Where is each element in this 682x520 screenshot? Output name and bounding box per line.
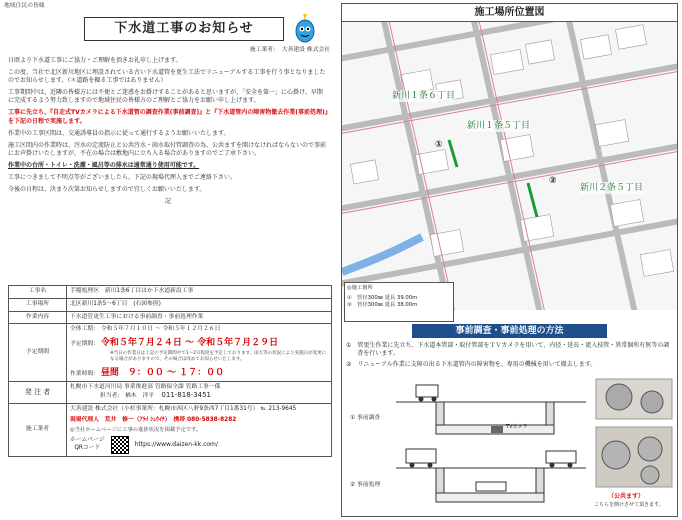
map-label: 新川１条６丁目 bbox=[392, 91, 456, 101]
row-value: 下水道管更生工事における事前調査・事前処理作業 bbox=[67, 311, 332, 324]
builder-company: 大善建設 株式会社（小杉事業所：札幌市西区八軒9条西7丁目1番31号） bbox=[70, 406, 259, 413]
schedule-label: 予定期間 bbox=[9, 324, 67, 381]
diagram-label: ① 事前調査 bbox=[350, 415, 381, 421]
method-num: ① bbox=[346, 342, 352, 349]
paragraph: 工事期間中は、近隣の皆様方には不便とご迷惑をお掛けすることがあると思いますが、「安全を第一」に心掛け、早期に完成するよう努力致しますので地域住民の皆様方のご理解とご協力をお願い申し上げます。 bbox=[8, 89, 323, 105]
paragraph: 施工区間内の作業時は、汚水の定流防止と公共汚水・雨水取付管調査の為、公共ますを開けなければならないので事前にお声掛けいたしますが、不在の場合は敷地内に立ち入る場合がありますのでご了承下さい。 bbox=[8, 141, 327, 157]
location-map bbox=[342, 22, 677, 310]
orderer: 札幌市下水道河川局 事業推進部 管路保全課 管路工事一係 bbox=[70, 383, 221, 390]
row-label: 工事場所 bbox=[9, 298, 67, 311]
paragraph: 今後の日程は、決まり次第お知らせしますので宜しくお願いいたします。 bbox=[8, 186, 206, 194]
method-item bbox=[346, 342, 674, 358]
method-desc: 管更生作業に先立ち、下水道本管部・取付管部をＴＶカメラを用いて、内径・延長・流入枝管・異常個所有無等の調査を行います。 bbox=[357, 342, 670, 358]
addressee: 地域住民の皆様 bbox=[4, 3, 45, 9]
table-row bbox=[9, 324, 332, 381]
row-label: 工事名 bbox=[9, 286, 67, 299]
row-value: 北区新川1条5～6丁目 (右図参照) bbox=[67, 298, 332, 311]
method-title: 事前調査・事前処理の方法 bbox=[412, 324, 607, 338]
ki-label: 記 bbox=[164, 198, 171, 206]
table-row bbox=[9, 311, 332, 324]
planned-label: 予定期間： bbox=[70, 341, 99, 348]
builder-tel: ℡ 213-9645 bbox=[260, 406, 297, 413]
homepage-link[interactable]: https://www.daizen-kk.com/ bbox=[134, 441, 218, 448]
paragraph: 作業中の工事区間は、交通誘導員の指示に従って通行するようお願いいたします。 bbox=[8, 129, 230, 137]
qr-code[interactable] bbox=[111, 436, 129, 454]
table-row bbox=[9, 286, 332, 299]
mascot-icon bbox=[291, 11, 319, 47]
public-box-label: （公共ます） bbox=[608, 493, 645, 500]
red-paragraph: 工事に先立ち、『自走式TVカメラによる下水道管の調査作業(事前調査)』と『下水道管内の障害物撤去作業(事前処理)』を下記の日程で実施します。 bbox=[8, 109, 328, 125]
marker-1: ① bbox=[435, 140, 443, 150]
builder-cell bbox=[67, 404, 332, 457]
public-box-note: こちらを開けさせて頂きます。 bbox=[594, 502, 664, 508]
method-text bbox=[346, 342, 674, 372]
builder-label: 施工業者 bbox=[9, 404, 67, 457]
full-period: 令和５年７月１０日 ～ 令和５年１２月２６日 bbox=[100, 326, 221, 333]
table-row bbox=[9, 381, 332, 404]
schedule-cell bbox=[67, 324, 332, 381]
method-diagram bbox=[346, 377, 674, 515]
qr-label: QRコード bbox=[74, 445, 101, 452]
map-panel bbox=[341, 3, 678, 517]
full-period-label: 全体工期： bbox=[70, 326, 99, 333]
orderer-tel: 011-818-3451 bbox=[161, 391, 212, 400]
planned-period: 令和５年７月２４日 ～ 令和５年７月２９日 bbox=[100, 338, 279, 349]
row-label: 作業内容 bbox=[9, 311, 67, 324]
map-label: 新川１条５丁目 bbox=[467, 121, 531, 131]
map-label: 新川２条５丁目 bbox=[580, 183, 644, 193]
notice-body bbox=[8, 57, 328, 208]
method-desc: リニューアル作業に支障の出る下水道管内の障害物を、専用の機械を用いて撤去します。 bbox=[357, 361, 597, 369]
paragraph: 日頃より下水道工事にご協力・ご理解を頂きお礼申し上げます。 bbox=[8, 57, 182, 64]
diagram-drawing bbox=[396, 377, 586, 515]
row-value: 手稲処理区 新川1条6丁目ほか下水道新設工事 bbox=[67, 286, 332, 299]
manhole-photos bbox=[594, 377, 674, 502]
info-table bbox=[8, 285, 332, 457]
contractor-top: 施工業者： 大善建設 株式会社 bbox=[249, 47, 330, 53]
paragraph: この度、当社で北区新川地区に埋設されている古い下水道管を更生工法でリニューアルする工事を行う事となりましたのでお知らせします。（＊道路を掘る工事ではありません） bbox=[8, 69, 326, 85]
orderer-person: 楢木 洋平 bbox=[125, 393, 155, 400]
notice-panel bbox=[4, 3, 334, 517]
notice-title: 下水道工事のお知らせ bbox=[84, 17, 284, 41]
method-num: ② bbox=[346, 361, 352, 369]
time-label: 作業時間： bbox=[70, 370, 99, 377]
diagram-label: ② 事前処理 bbox=[350, 482, 381, 488]
site-agent: 現場代理人 荒井 修一（ｱﾗｲ ｼｭｳｲﾁ） 携帯 080-5838-8282 bbox=[70, 417, 237, 424]
legend-item: ① 管径300㎜ 延長 39.00m bbox=[347, 295, 418, 302]
hp-label: ホームページ bbox=[70, 437, 105, 444]
work-time: 昼間 ９：００ ～ １７：００ bbox=[100, 367, 225, 378]
table-row bbox=[9, 404, 332, 457]
orderer-person-label: 担当者： bbox=[100, 393, 124, 400]
method-item bbox=[346, 361, 674, 369]
map-legend bbox=[344, 282, 454, 322]
hp-note: ◎当社ホームページに工事の進捗状況を掲載予定です。 bbox=[70, 426, 202, 433]
tv-camera-label: TVカメラ bbox=[506, 424, 528, 430]
marker-2: ② bbox=[549, 176, 557, 186]
table-row bbox=[9, 298, 332, 311]
orderer-label: 発 注 者 bbox=[9, 381, 67, 404]
planned-note: ※当日の作業日は上記の予定期間中で1～2日程度を予定しております。雨天等の状況により実施日が変更になる場合がありますので、その場合は改めてお知らせいたします。 bbox=[110, 351, 327, 363]
orderer-cell bbox=[67, 381, 332, 404]
map-drawing bbox=[342, 22, 677, 310]
paragraph: 工事につきまして不明点等がございましたら、下記の現場代理人までご連絡下さい。 bbox=[8, 174, 236, 182]
map-title: 施工場所位置図 bbox=[342, 4, 677, 22]
legend-title: ◎施工箇所 bbox=[347, 285, 373, 291]
underline-paragraph: 作業中の台所・トイレ・洗濯・風呂等の排水は通常通り使用可能です。 bbox=[8, 161, 200, 169]
legend-item: ② 管径300㎜ 延長 38.00m bbox=[347, 302, 418, 309]
